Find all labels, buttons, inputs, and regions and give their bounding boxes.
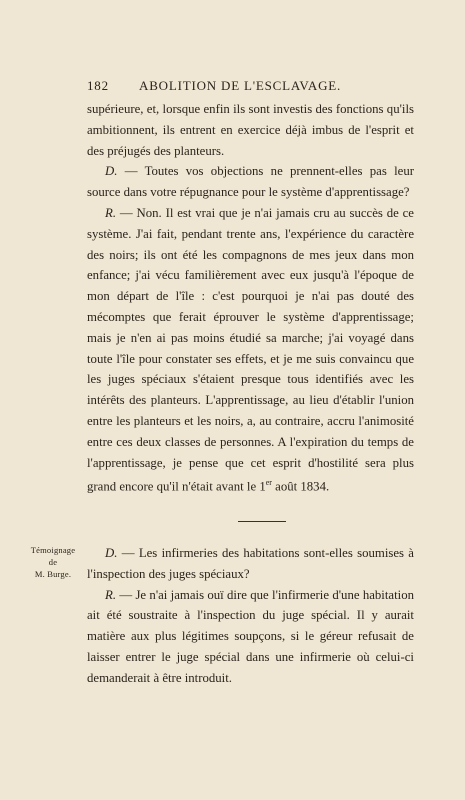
margin-note — [26, 544, 80, 580]
question-text: Les infirmeries des habitations sont-elles soumises à l'inspection des juges spéciaux? — [87, 546, 414, 581]
second-text-block — [87, 543, 414, 689]
speaker-label: D. — [105, 164, 118, 179]
dash-separator: — — [116, 205, 137, 220]
answer-paragraph — [87, 203, 414, 497]
margin-note-line-3: M. Burge. — [34, 569, 72, 579]
speaker-label: D. — [105, 546, 118, 560]
speaker-label: R. — [105, 205, 117, 220]
answer-text-part-b: août 1834. — [271, 479, 330, 494]
page-number: 182 — [87, 78, 109, 93]
question-paragraph — [87, 543, 414, 585]
question-paragraph — [87, 161, 414, 203]
dash-separator: — — [117, 164, 145, 179]
answer-text-part-a: Non. Il est vrai que je n'ai jamais cru au succès de ce système. J'ai fait, pendant trente ans, l'expérience du caractère des noirs; ils ont été les compagnons de mes jeux dans mon enfance; j'ai vécu familièrement avec eux jusqu'à l'époque de mon départ de l'île : c'est pourquoi je n'ai pas douté des mécomptes que ferait éprouver le système d'apprentissage; mais je n'en ai pas moins étudié sa marche; j'ai voyagé dans toute l'île pour constater ses effets, et je me suis convaincu que les juges spéciaux s'étaient presque tous identifiés avec les intérêts des planteurs. L'apprentissage, au lieu d'établir l'union entre les planteurs et les noirs, a, au contraire, accru l'animosité entre ces deux classes de personnes. A l'expiration du temps de l'apprentissage, je pense que cet esprit d'hostilité sera plus grand encore qu'il n'était avant le 1 — [87, 205, 414, 494]
answer-paragraph — [87, 585, 414, 689]
main-text-block — [87, 99, 414, 497]
margin-note-line-1: Témoignage — [30, 545, 76, 555]
question-text: Toutes vos objections ne prennent-elles pas leur source dans votre répugnance pour le système d'apprentissage? — [87, 164, 414, 200]
speaker-label: R. — [105, 587, 117, 602]
dash-separator: — — [117, 546, 139, 560]
ordinal-superscript: er — [265, 478, 272, 488]
margin-note-line-2: de — [48, 557, 58, 567]
running-head: ABOLITION DE L'ESCLAVAGE. — [139, 78, 342, 93]
page-header — [87, 78, 407, 96]
paragraph-continuation — [87, 99, 414, 161]
dash-separator: — — [116, 587, 136, 602]
paragraph-text: supérieure, et, lorsque enfin ils sont investis des fonctions qu'ils ambitionnent, ils entrent en exercice déjà imbus de l'esprit et des préjugés des planteurs. — [87, 102, 414, 158]
section-divider — [238, 521, 286, 522]
answer-text: Je n'ai jamais ouï dire que l'infirmerie d'une habitation ait été soustraite à l'inspection du juge spécial. Il y aurait matière aux plus légitimes soupçons, si le géreur refusait de laisser entrer le juge spécial dans une infirmerie où celui-ci demanderait à être introduit. — [87, 587, 415, 685]
